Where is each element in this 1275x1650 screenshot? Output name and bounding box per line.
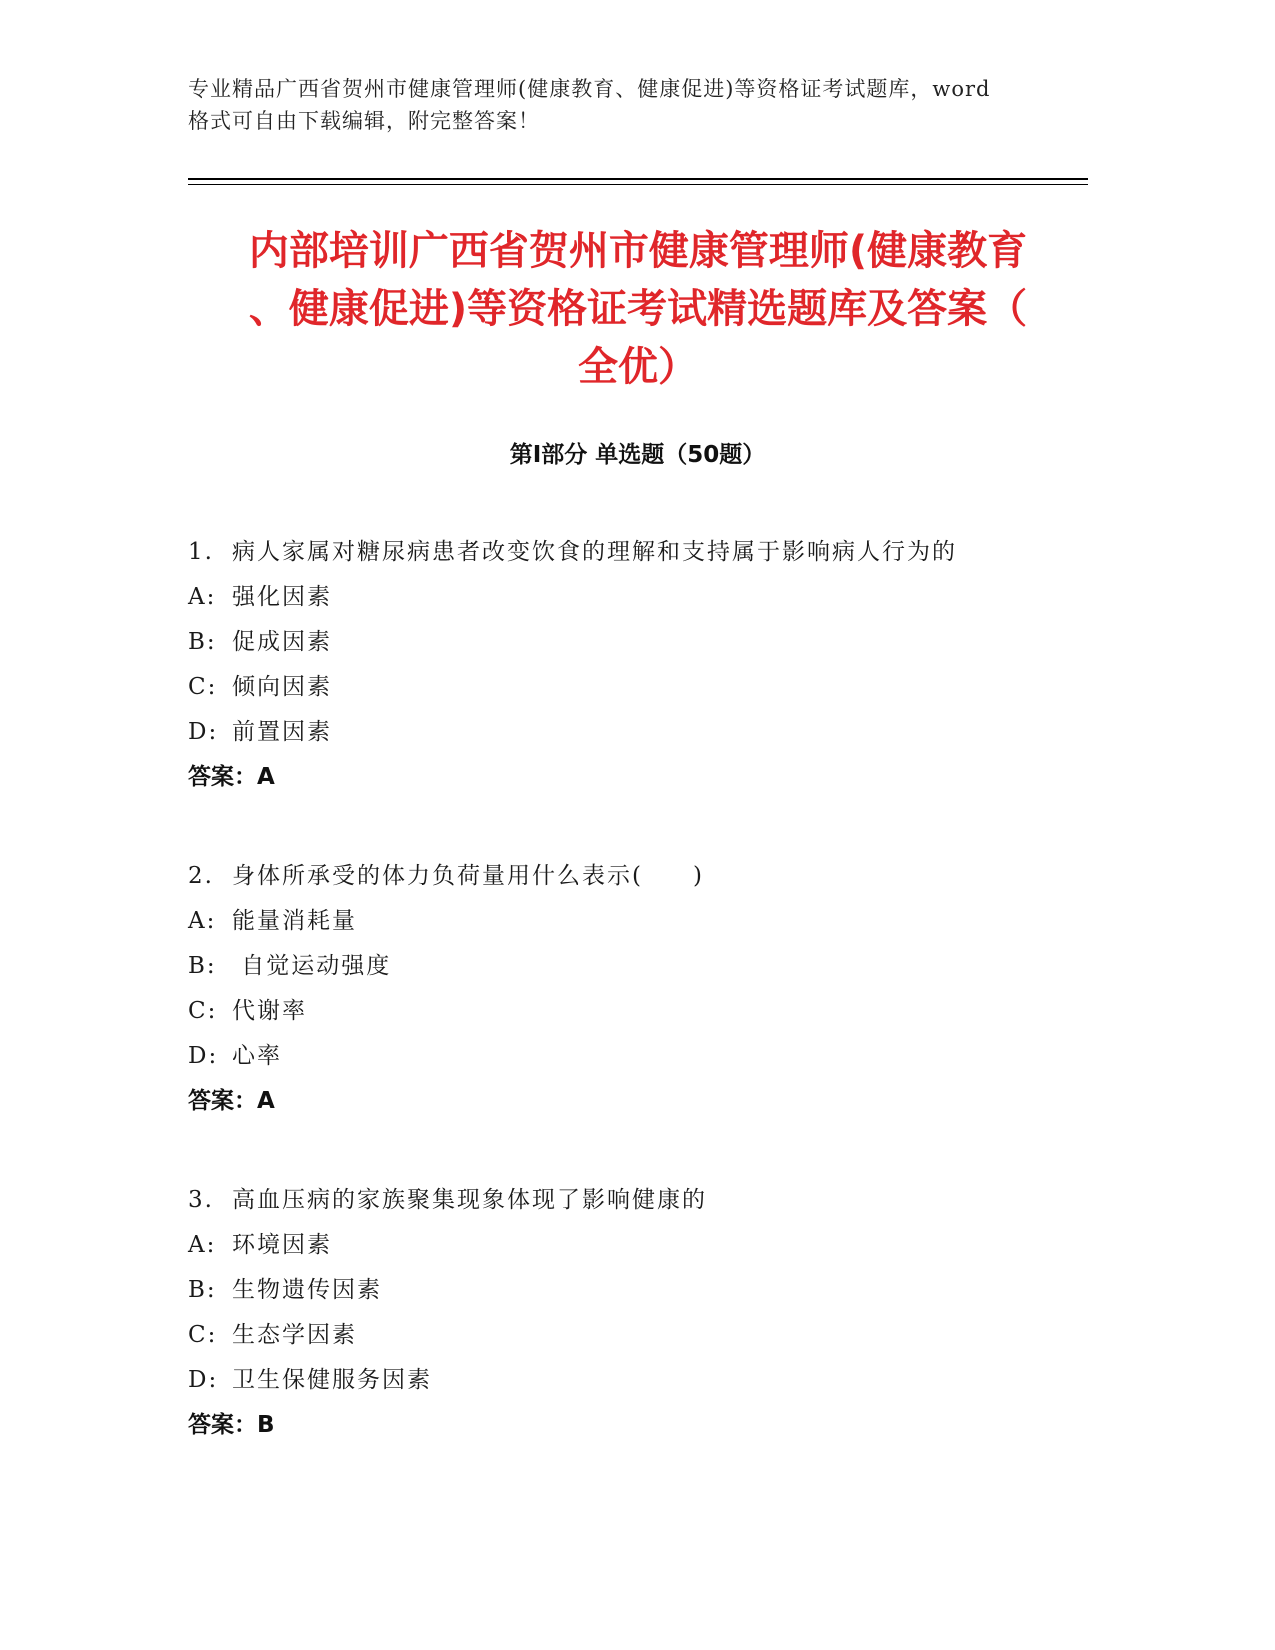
option-a <box>188 575 1108 620</box>
header-divider-thick <box>188 178 1088 180</box>
option-text: 代谢率 <box>232 998 307 1024</box>
answer: 答案：A <box>188 764 275 790</box>
question-number: 1. <box>188 539 214 565</box>
document-title-line-3: 全优） <box>578 344 698 390</box>
section-heading: 第Ⅰ部分 单选题（50题） <box>509 442 766 468</box>
question-stem <box>188 854 1108 899</box>
option-b <box>188 944 1108 989</box>
option-letter: C: <box>188 674 218 700</box>
option-letter: D: <box>188 1367 219 1393</box>
option-b <box>188 620 1108 665</box>
option-text: 生态学因素 <box>232 1322 357 1348</box>
question-text: 身体所承受的体力负荷量用什么表示( ) <box>232 863 704 889</box>
header-divider-thin <box>188 184 1088 185</box>
header-note-line-2: 格式可自由下载编辑，附完整答案！ <box>188 109 540 133</box>
option-text: 自觉运动强度 <box>232 953 392 979</box>
option-letter: D: <box>188 1043 219 1069</box>
document-title-line-2: 、健康促进)等资格证考试精选题库及答案（ <box>248 286 1028 332</box>
option-letter: A: <box>188 1232 217 1258</box>
question-2 <box>188 854 1108 1124</box>
option-a <box>188 1223 1108 1268</box>
option-c <box>188 1313 1108 1358</box>
question-stem <box>188 1178 1108 1223</box>
option-letter: B: <box>188 953 217 979</box>
option-letter: C: <box>188 998 218 1024</box>
question-number: 3. <box>188 1187 214 1213</box>
option-c <box>188 989 1108 1034</box>
answer: 答案：A <box>188 1088 275 1114</box>
question-1 <box>188 530 1108 800</box>
question-text: 高血压病的家族聚集现象体现了影响健康的 <box>232 1187 707 1213</box>
header-note <box>188 73 1088 137</box>
option-text: 卫生保健服务因素 <box>232 1367 432 1393</box>
question-text: 病人家属对糖尿病患者改变饮食的理解和支持属于影响病人行为的 <box>232 539 957 565</box>
option-text: 强化因素 <box>232 584 332 610</box>
option-text: 生物遗传因素 <box>232 1277 382 1303</box>
option-letter: B: <box>188 629 217 655</box>
option-a <box>188 899 1108 944</box>
option-text: 能量消耗量 <box>232 908 357 934</box>
document-title <box>178 222 1098 396</box>
document-title-line-1: 内部培训广西省贺州市健康管理师(健康教育 <box>248 228 1028 274</box>
option-d <box>188 1358 1108 1403</box>
option-letter: B: <box>188 1277 217 1303</box>
option-letter: C: <box>188 1322 218 1348</box>
option-c <box>188 665 1108 710</box>
option-text: 促成因素 <box>232 629 332 655</box>
question-3 <box>188 1178 1108 1448</box>
option-d <box>188 1034 1108 1079</box>
option-b <box>188 1268 1108 1313</box>
question-list <box>188 530 1108 1502</box>
header-note-line-1: 专业精品广西省贺州市健康管理师(健康教育、健康促进)等资格证考试题库，word <box>188 77 991 101</box>
option-text: 环境因素 <box>232 1232 332 1258</box>
option-letter: A: <box>188 584 217 610</box>
option-letter: D: <box>188 719 219 745</box>
option-d <box>188 710 1108 755</box>
answer: 答案：B <box>188 1412 275 1438</box>
option-letter: A: <box>188 908 217 934</box>
option-text: 心率 <box>232 1043 282 1069</box>
option-text: 倾向因素 <box>232 674 332 700</box>
option-text: 前置因素 <box>232 719 332 745</box>
question-number: 2. <box>188 863 214 889</box>
question-stem <box>188 530 1108 575</box>
